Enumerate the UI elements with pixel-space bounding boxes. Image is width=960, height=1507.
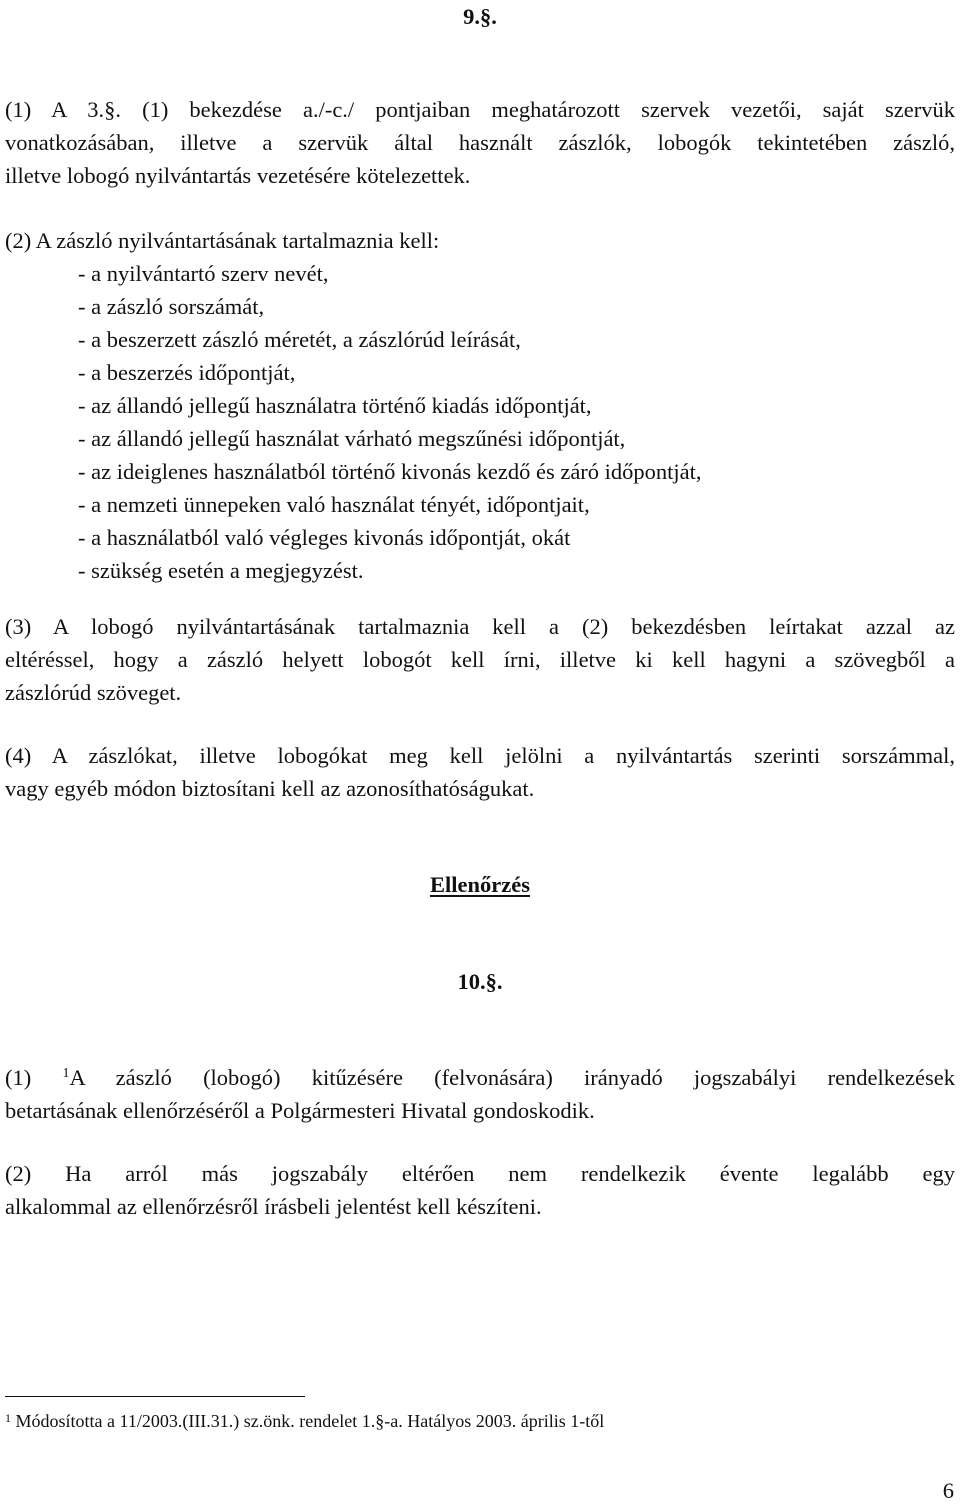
footnote-marker: 1 [5, 1411, 11, 1425]
paragraph-line: betartásának ellenőrzéséről a Polgármesteri Hivatal gondoskodik. [5, 1098, 595, 1123]
paragraph-line: (4) A zászlókat, illetve lobogókat meg kell jelölni a nyilvántartás szerinti sorszámmal, [5, 743, 955, 768]
paragraph-line: vonatkozásában, illetve a szervük által használt zászlók, lobogók tekintetében zászló, [5, 130, 955, 155]
list-item: - az ideiglenes használatból történő kivonás kezdő és záró időpontját, [78, 459, 702, 484]
list-item: - a használatból való végleges kivonás időpontját, okát [78, 525, 571, 550]
paragraph-line: alkalommal az ellenőrzésről írásbeli jelentést kell készíteni. [5, 1194, 542, 1219]
paragraph-line [5, 1061, 955, 1094]
list-item: - szükség esetén a megjegyzést. [78, 558, 364, 583]
paragraph-line: (3) A lobogó nyilvántartásának tartalmaznia kell a (2) bekezdésben leírtakat azzal az [5, 614, 955, 639]
footnote-reference[interactable]: 1 [62, 1066, 70, 1081]
paragraph-line: eltéréssel, hogy a zászló helyett lobogót kell írni, illetve ki kell hagyni a szövegből a [5, 647, 955, 672]
paragraph-line: illetve lobogó nyilvántartás vezetésére kötelezettek. [5, 163, 471, 188]
register-contents-list [78, 257, 702, 587]
list-item: - a nemzeti ünnepeken való használat tényét, időpontjait, [78, 492, 590, 517]
paragraph-9-1 [5, 93, 955, 192]
paragraph-line: zászlórúd szöveget. [5, 680, 182, 705]
footnote-separator [5, 1396, 305, 1397]
paragraph-line: vagy egyéb módon biztosítani kell az azonosíthatóságukat. [5, 776, 535, 801]
page-number: 6 [942, 1478, 954, 1503]
section-title-text: Ellenőrzés [430, 872, 530, 897]
paragraph-line: (2) Ha arról más jogszabály eltérően nem rendelkezik évente legalább egy [5, 1161, 955, 1186]
list-item: - a beszerzett zászló méretét, a zászlórúd leírását, [78, 327, 521, 352]
paragraph-9-4 [5, 739, 955, 805]
footnote [5, 1408, 604, 1434]
footnote-text: Módosította a 11/2003.(III.31.) sz.önk. rendelet 1.§-a. Hatályos 2003. április 1-től [11, 1411, 605, 1431]
list-item: - a beszerzés időpontját, [78, 360, 296, 385]
paragraph-line: (1) A 3.§. (1) bekezdése a./-c./ pontjaiban meghatározott szervek vezetői, saját szervük [5, 97, 955, 122]
list-item: - a zászló sorszámát, [78, 294, 265, 319]
list-item: - a nyilvántartó szerv nevét, [78, 261, 329, 286]
section-title-ellenorzes [0, 868, 960, 901]
paragraph-10-1 [5, 1061, 955, 1127]
paragraph-text: A zászló (lobogó) kitűzésére (felvonására) irányadó jogszabályi rendelkezések [69, 1065, 955, 1090]
section-heading-9: 9.§. [463, 4, 497, 29]
list-item: - az állandó jellegű használatra történő kiadás időpontját, [78, 393, 592, 418]
paragraph-10-2 [5, 1157, 955, 1223]
paragraph-number: (1) [5, 1065, 32, 1090]
list-item: - az állandó jellegű használat várható megszűnési időpontját, [78, 426, 626, 451]
paragraph-9-3 [5, 610, 955, 709]
section-heading-10: 10.§. [457, 969, 503, 994]
paragraph-9-2-intro: (2) A zászló nyilvántartásának tartalmaznia kell: [5, 228, 440, 253]
